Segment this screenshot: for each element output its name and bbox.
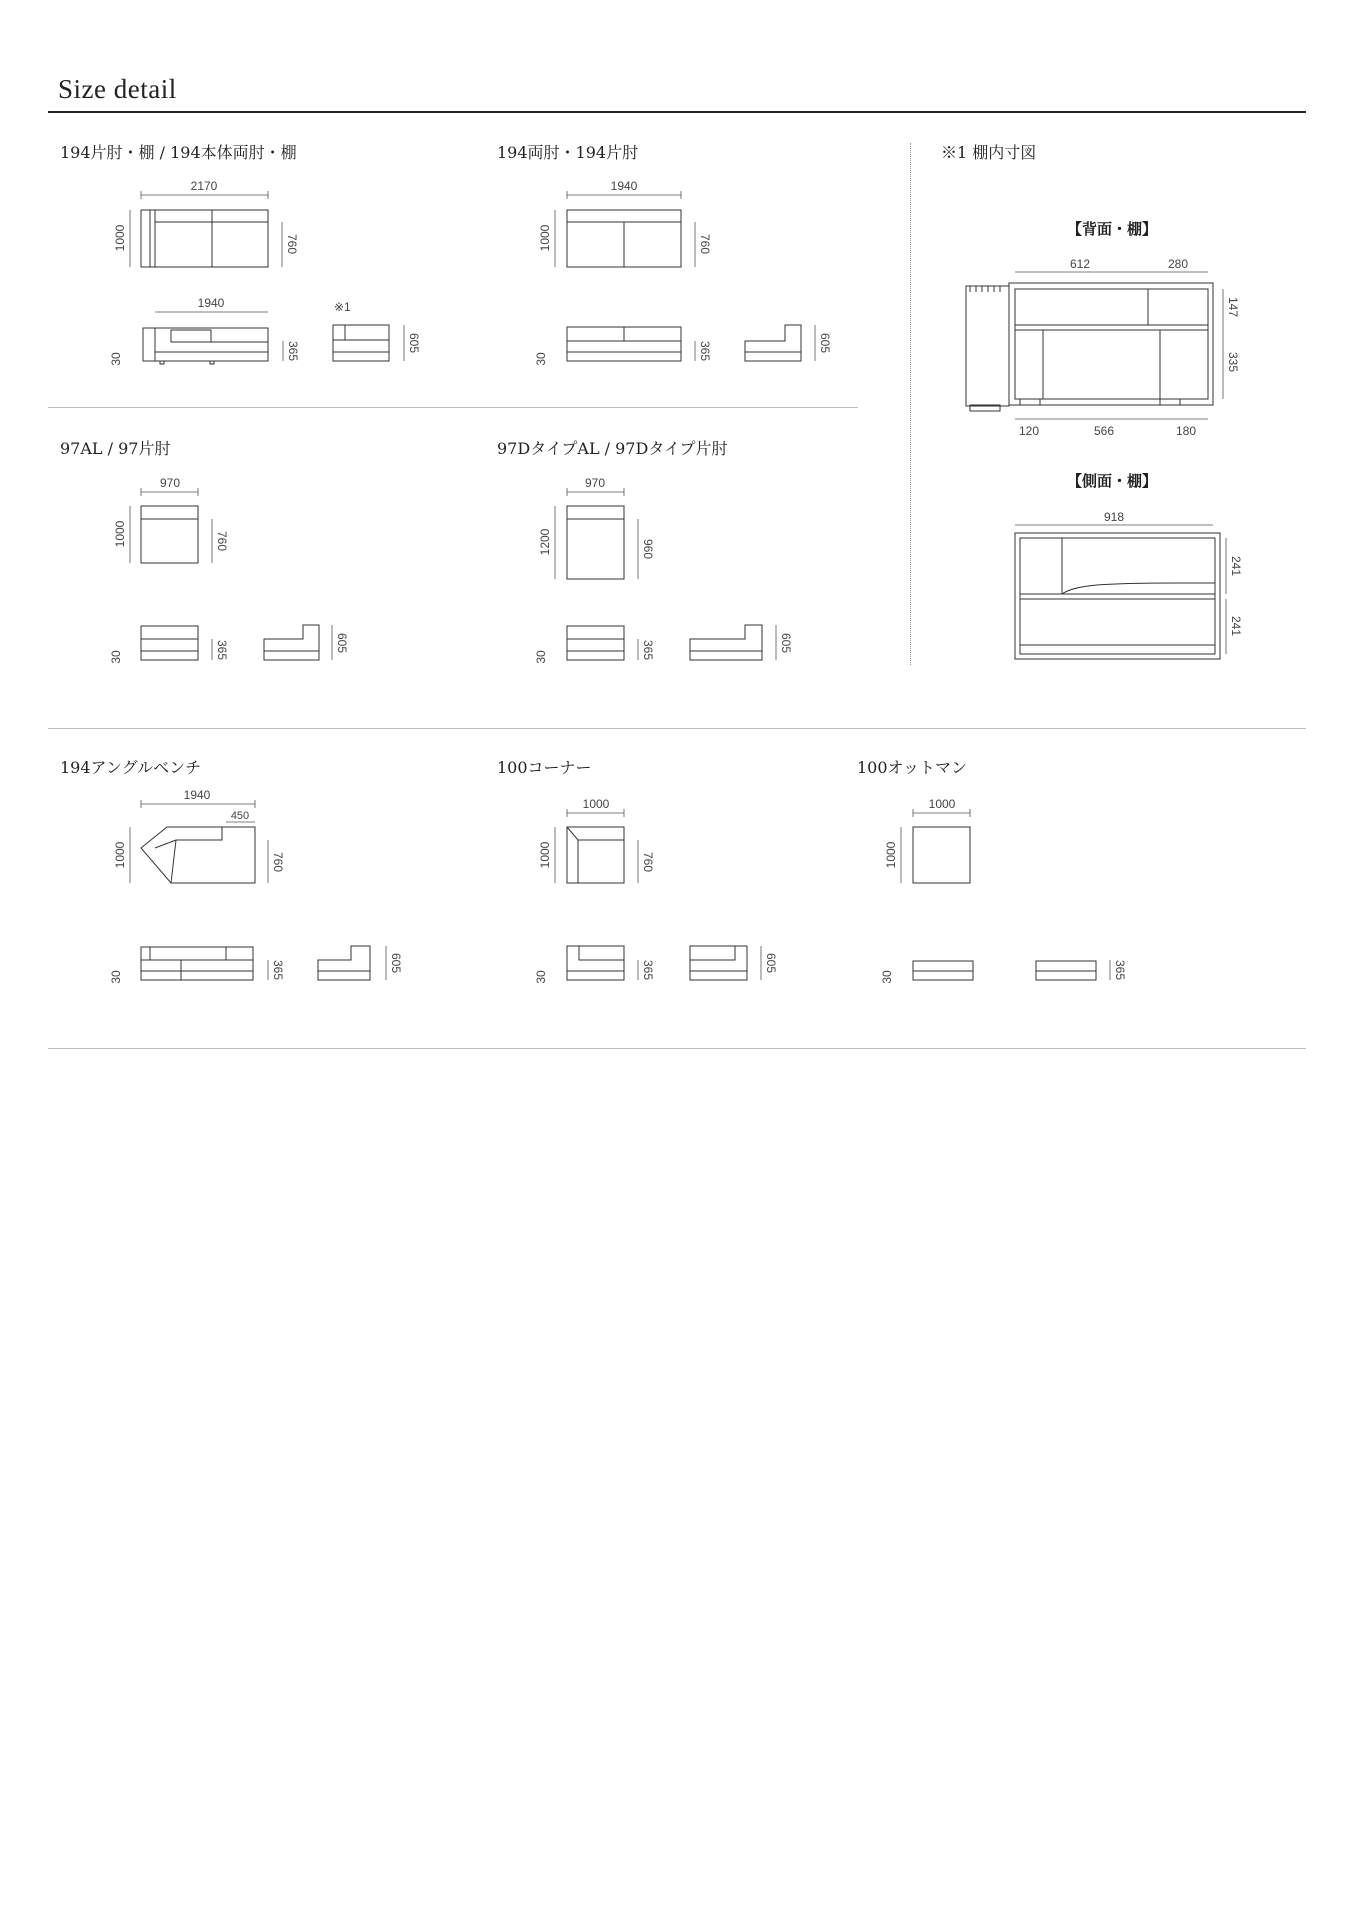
dim-width-1000: 1000 bbox=[582, 797, 610, 811]
section-label-corner: 100コーナー bbox=[497, 758, 592, 777]
dim-depth-1000: 1000 bbox=[113, 520, 127, 548]
dim-width-1000: 1000 bbox=[928, 797, 956, 811]
dim-height-365: 365 bbox=[641, 959, 655, 981]
dim-height-605: 605 bbox=[764, 952, 778, 974]
drawing-ottoman bbox=[880, 797, 1127, 984]
dim-depth-1200: 1200 bbox=[538, 528, 552, 556]
dim-depth-1000: 1000 bbox=[538, 224, 552, 252]
drawing-shelf-back bbox=[966, 257, 1240, 438]
dim-height-605: 605 bbox=[779, 632, 793, 654]
dim-leg-30: 30 bbox=[534, 970, 548, 984]
dim-back-566: 566 bbox=[1093, 424, 1115, 438]
dim-depth-760: 760 bbox=[285, 233, 299, 255]
dim-leg-30: 30 bbox=[109, 352, 123, 366]
dim-leg-30: 30 bbox=[109, 970, 123, 984]
section-label-97d: 97DタイプAL / 97Dタイプ片肘 bbox=[497, 439, 728, 458]
dim-depth-760: 760 bbox=[698, 233, 712, 255]
side-shelf-title: 【側面・棚】 bbox=[1067, 472, 1158, 490]
drawing-194-shelf bbox=[109, 179, 421, 366]
dim-height-365: 365 bbox=[271, 959, 285, 981]
drawing-97d bbox=[534, 476, 793, 664]
drawing-shelf-side bbox=[1015, 510, 1243, 659]
dim-width-1940: 1940 bbox=[610, 179, 638, 193]
dim-depth-760: 760 bbox=[271, 851, 285, 873]
dim-height-605: 605 bbox=[389, 952, 403, 974]
dim-height-365: 365 bbox=[641, 639, 655, 661]
dim-leg-30: 30 bbox=[880, 970, 894, 984]
section-label-shelf-inner: ※1 棚内寸図 bbox=[941, 143, 1037, 162]
dim-back-147: 147 bbox=[1226, 296, 1240, 318]
section-label-ottoman: 100オットマン bbox=[857, 758, 968, 777]
dim-depth-1000: 1000 bbox=[884, 841, 898, 869]
dim-depth-1000: 1000 bbox=[113, 841, 127, 869]
dim-height-605: 605 bbox=[407, 332, 421, 354]
dim-leg-30: 30 bbox=[534, 352, 548, 366]
dim-height-365: 365 bbox=[215, 639, 229, 661]
section-label-97al: 97AL / 97片肘 bbox=[60, 439, 171, 458]
dim-height-365: 365 bbox=[698, 340, 712, 362]
dim-width-1940: 1940 bbox=[183, 788, 211, 802]
dim-leg-30: 30 bbox=[109, 650, 123, 664]
dim-width-450: 450 bbox=[230, 810, 250, 822]
dim-depth-760: 760 bbox=[215, 530, 229, 552]
dim-height-605: 605 bbox=[818, 332, 832, 354]
dim-width-970: 970 bbox=[159, 476, 181, 490]
dim-depth-1000: 1000 bbox=[113, 224, 127, 252]
dim-side-918: 918 bbox=[1103, 510, 1125, 524]
dim-depth-760: 760 bbox=[641, 851, 655, 873]
drawing-angle-bench bbox=[109, 788, 403, 984]
drawing-corner bbox=[534, 797, 778, 984]
dim-height-365: 365 bbox=[286, 340, 300, 362]
section-label-194-arms: 194両肘・194片肘 bbox=[497, 143, 639, 162]
dim-side-241-lower: 241 bbox=[1229, 615, 1243, 637]
dim-back-280: 280 bbox=[1167, 257, 1189, 271]
dim-back-120: 120 bbox=[1018, 424, 1040, 438]
dim-back-612: 612 bbox=[1069, 257, 1091, 271]
dim-back-180: 180 bbox=[1175, 424, 1197, 438]
dim-height-605: 605 bbox=[335, 632, 349, 654]
page-title: Size detail bbox=[58, 74, 177, 104]
back-shelf-title: 【背面・棚】 bbox=[1067, 220, 1158, 238]
dim-back-335: 335 bbox=[1226, 351, 1240, 373]
drawing-194-arms bbox=[534, 179, 832, 366]
dim-width-970: 970 bbox=[584, 476, 606, 490]
section-label-194-shelf: 194片肘・棚 / 194本体両肘・棚 bbox=[60, 143, 297, 162]
dim-width-2170: 2170 bbox=[190, 179, 218, 193]
dim-leg-30: 30 bbox=[534, 650, 548, 664]
section-label-angle-bench: 194アングルベンチ bbox=[60, 758, 202, 777]
note-ref-1: ※1 bbox=[334, 300, 351, 314]
dim-depth-1000: 1000 bbox=[538, 841, 552, 869]
dim-side-241-upper: 241 bbox=[1229, 555, 1243, 577]
drawing-97al bbox=[109, 476, 349, 664]
dim-depth-960: 960 bbox=[641, 538, 655, 560]
dim-front-1940: 1940 bbox=[197, 296, 225, 310]
dim-height-365: 365 bbox=[1113, 959, 1127, 981]
